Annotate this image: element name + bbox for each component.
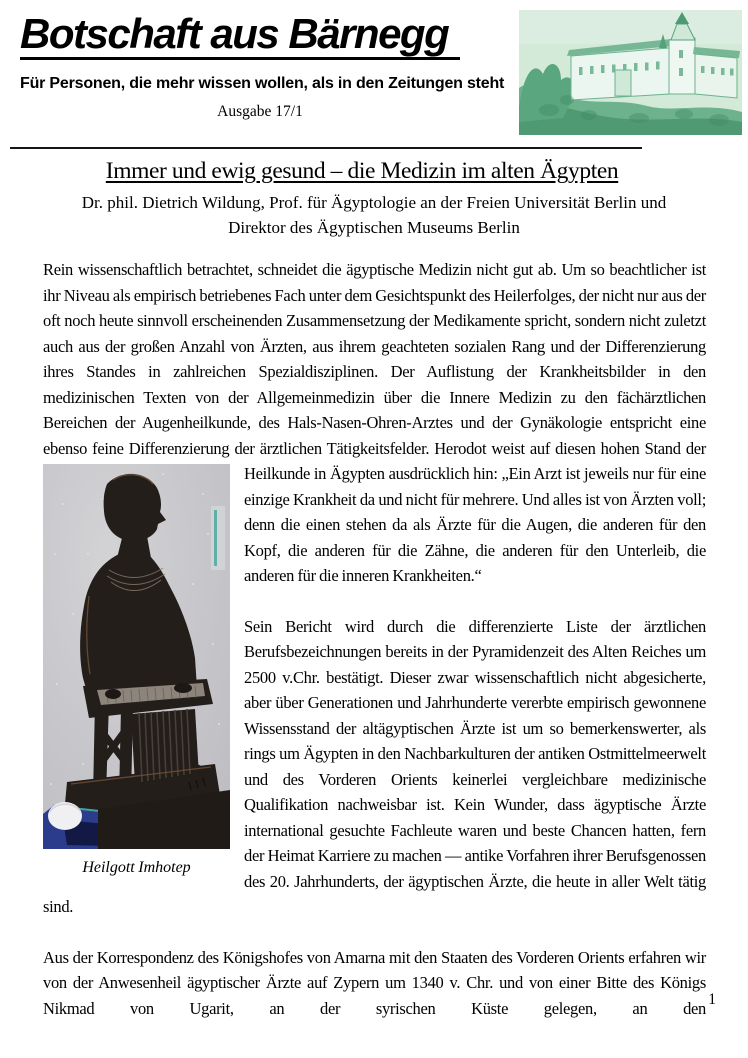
paragraph-3: Aus der Korrespondenz des Königshofes von Amarna mit den Staaten des Vorderen Orients erfahren wir von der Anwesenheil ägyptischer Ärzte auf Zypern um 1340 v. Chr. und von einer Bitte des Königs Nikmad von Ugarit, an der syrischen Küste gelegen, an den <box>43 947 706 1018</box>
article-byline: Dr. phil. Dietrich Wildung, Prof. für Ägyptologie an der Freien Universität Berlin und Direktor des Ägyptischen Museums Berlin <box>81 193 667 238</box>
issue-number: Ausgabe 17/1 <box>217 103 303 121</box>
paragraph-1-text-a: Rein wissenschaftlich betrachtet, schneidet die ägyptische Medizin nicht gut ab. Um so beachtlicher ist ihr Niveau als empirisch betriebenes Fach unter dem Gesichtspunkt des Heilerfolges, der nicht nur aus der oft noch heute sinnvoll erscheinenden Zusammensetzung der Medikamente spricht, sondern nicht zuletzt auch aus der großen Anzahl von Ärzten, aus ihrem geachteten sozialen Rang und der Differenzierung ihres Standes in zahlreichen Spezialdisziplinen. Der Auflistung der Krankheitsbilder in den medizinischen Texten von der Allgemeinmedizin über die Innere Medizin zu den fächärztlichen Bereichen der Augenheilkunde, des Hals-Nasen-Ohren-Arztes und der Gynäkologie entspricht eine ebenso feine Differenzierung der ärztlichen Tätigkeitsfelder. Herodot weist auf diesen hohen Stand <box>43 260 706 458</box>
paragraph-2: Sein Bericht wird durch die differenzierte Liste der ärztlichen Berufsbezeichnungen bereits in der Pyramidenzeit des Alten Reiches um 2500 v.Chr. bestätigt. Dieser zwar wissenschaftlich nicht abgesicherte, aber über Generationen und Jahrhunderte vererbte empirisch gewonnene Wissensstand der altägyptischen Ärzte ist um so bemerkenswerter, als rings um Ägypten in den Nachbarkulturen der antiken Ostmittelmeerwelt und des Vorderen Orients keinerlei vergleichbare medizinische Qualifikation nachweisbar ist. Kein Wunder, dass ägyptische Ärzte international gesuchte Fachleute waren und beste Chancen hatten, fern der Heimat Karriere zu machen — antike Vorfahren ihrer Berufsgenossen des 20. Jahrhunderts, der ägyptischen Ärzte, die heute in aller Welt tätig sind. <box>43 616 706 917</box>
newsletter-tagline: Für Personen, die mehr wissen wollen, als in den Zeitungen steht <box>20 75 505 93</box>
article-title: Immer und ewig gesund – die Medizin im alten Ägypten <box>105 158 619 185</box>
castle-engraving-image <box>519 10 742 135</box>
article <box>0 158 748 1021</box>
newsletter-title: Botschaft aus Bärnegg <box>20 12 460 60</box>
imhotep-figure <box>43 464 230 878</box>
masthead <box>0 0 748 121</box>
figure-caption: Heilgott Imhotep <box>82 859 191 877</box>
imhotep-statue-photo <box>43 464 230 849</box>
paragraph-1-text-b: der Heilkunde in Ägypten ausdrücklich hin: „Ein Arzt ist jeweils nur für eine einzige Krankheit da und nicht für mehrere. Und alles ist von Ärzten voll; denn die einen stehen da als Ärzte für die Augen, die anderen für den Kopf, die anderen für die Zähne, die anderen für den Unterleib, die anderen für die inneren Krankheiten.“ <box>244 438 706 586</box>
header-divider <box>10 147 642 149</box>
page-number: 1 <box>708 991 716 1008</box>
article-body <box>43 257 706 1021</box>
